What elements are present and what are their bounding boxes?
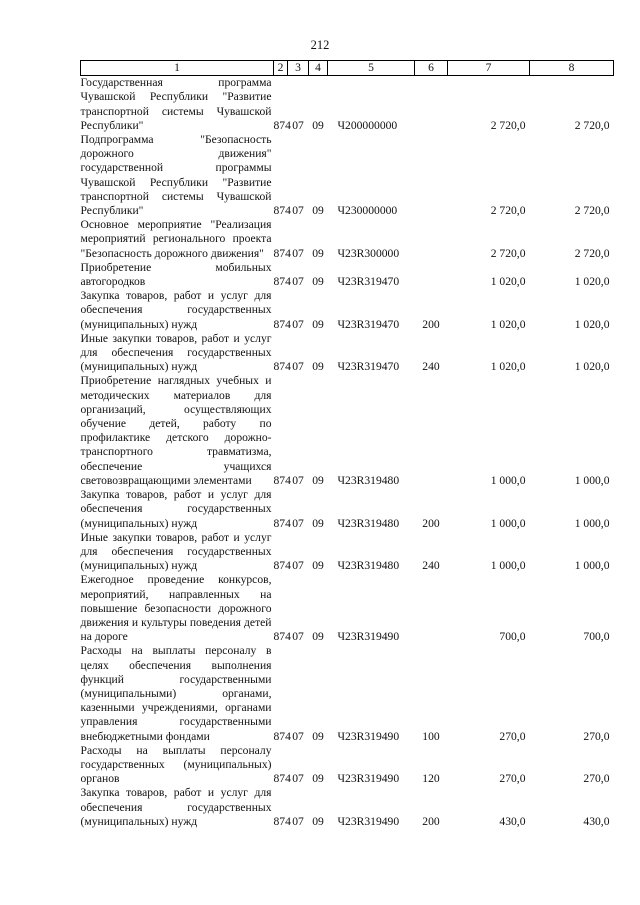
table-row xyxy=(81,786,614,829)
target-article: Ч23R319470 xyxy=(337,275,400,289)
header-cell: 8 xyxy=(530,61,614,76)
table-row xyxy=(81,644,614,743)
admin-code: 874 xyxy=(273,729,291,743)
amount-1: 1 020,0 xyxy=(490,275,526,289)
target-article: Ч23R319490 xyxy=(337,630,400,644)
target-article: Ч200000000 xyxy=(337,118,398,132)
admin-code: 874 xyxy=(273,516,291,530)
target-article: Ч23R319480 xyxy=(337,516,400,530)
expense-type xyxy=(415,261,448,289)
table-row xyxy=(81,218,614,261)
target-article: Ч23R319480 xyxy=(337,559,400,573)
table-row xyxy=(81,76,614,133)
subsection-code: 09 xyxy=(312,275,324,289)
subsection-code: 09 xyxy=(312,729,324,743)
table-row xyxy=(81,332,614,375)
admin-code: 874 xyxy=(273,473,291,487)
subsection-code: 09 xyxy=(312,204,324,218)
section-code: 07 xyxy=(292,516,304,530)
section-code: 07 xyxy=(292,246,304,260)
header-cell: 3 xyxy=(288,61,309,76)
amount-1: 430,0 xyxy=(499,814,526,828)
admin-code: 874 xyxy=(273,317,291,331)
amount-2: 700,0 xyxy=(583,630,610,644)
amount-1: 2 720,0 xyxy=(490,204,526,218)
amount-2: 1 000,0 xyxy=(574,516,610,530)
subsection-code: 09 xyxy=(312,317,324,331)
admin-code: 874 xyxy=(273,118,291,132)
table-row xyxy=(81,573,614,644)
row-name: Закупка товаров, работ и услуг для обеспечения государственных (муниципальных) нужд xyxy=(80,488,272,530)
expense-type: 100 xyxy=(422,729,440,743)
expense-type: 200 xyxy=(422,516,440,530)
expense-type: 240 xyxy=(422,360,440,374)
row-name: Приобретение наглядных учебных и методических материалов для организаций, осуществляющих обучение детей, работу по профилактике детского дорожно-транспортного травматизма, обеспечение учащихся световозвращающими элементами xyxy=(80,374,272,487)
subsection-code: 09 xyxy=(312,118,324,132)
table-row xyxy=(81,374,614,488)
amount-2: 270,0 xyxy=(583,772,610,786)
amount-2: 270,0 xyxy=(583,729,610,743)
section-code: 07 xyxy=(292,317,304,331)
table-row xyxy=(81,133,614,218)
amount-2: 430,0 xyxy=(583,814,610,828)
subsection-code: 09 xyxy=(312,246,324,260)
amount-2: 1 020,0 xyxy=(574,360,610,374)
amount-2: 2 720,0 xyxy=(574,204,610,218)
header-cell: 4 xyxy=(309,61,328,76)
header-cell: 5 xyxy=(328,61,415,76)
admin-code: 874 xyxy=(273,630,291,644)
row-name: Приобретение мобильных автогородков xyxy=(80,260,272,289)
target-article: Ч23R319470 xyxy=(337,360,400,374)
amount-2: 2 720,0 xyxy=(574,118,610,132)
section-code: 07 xyxy=(292,772,304,786)
amount-1: 2 720,0 xyxy=(490,118,526,132)
amount-2: 2 720,0 xyxy=(574,246,610,260)
amount-1: 270,0 xyxy=(499,772,526,786)
row-name: Основное мероприятие "Реализация мероприятий регионального проекта "Безопасность дорожного движения" xyxy=(80,218,272,260)
amount-2: 1 000,0 xyxy=(574,559,610,573)
section-code: 07 xyxy=(292,473,304,487)
admin-code: 874 xyxy=(273,814,291,828)
row-name: Расходы на выплаты персоналу в целях обеспечения выполнения функций государственными (муниципальными) органами, казенными учреждениями, органами управления государственными внебюджетными фондами xyxy=(80,644,272,743)
target-article: Ч23R319470 xyxy=(337,317,400,331)
amount-1: 1 000,0 xyxy=(490,516,526,530)
table-row xyxy=(81,289,614,332)
amount-1: 270,0 xyxy=(499,729,526,743)
amount-1: 1 000,0 xyxy=(490,559,526,573)
row-name: Иные закупки товаров, работ и услуг для обеспечения государственных (муниципальных) нужд xyxy=(80,331,272,374)
admin-code: 874 xyxy=(273,559,291,573)
table-row xyxy=(81,261,614,289)
table-header-row xyxy=(81,61,614,76)
header-cell: 6 xyxy=(415,61,448,76)
amount-2: 1 000,0 xyxy=(574,473,610,487)
admin-code: 874 xyxy=(273,772,291,786)
expense-type: 200 xyxy=(422,317,440,331)
subsection-code: 09 xyxy=(312,473,324,487)
target-article: Ч23R300000 xyxy=(337,246,400,260)
amount-1: 700,0 xyxy=(499,630,526,644)
table-row xyxy=(81,744,614,787)
row-name: Государственная программа Чувашской Республики "Развитие транспортной системы Чувашской Республики" xyxy=(80,76,272,132)
section-code: 07 xyxy=(292,275,304,289)
target-article: Ч23R319490 xyxy=(337,729,400,743)
subsection-code: 09 xyxy=(312,772,324,786)
row-name: Ежегодное проведение конкурсов, мероприятий, направленных на повышение безопасности дорожного движения и культуры поведения детей на дороге xyxy=(80,573,272,644)
budget-table xyxy=(80,60,614,829)
row-name: Закупка товаров, работ и услуг для обеспечения государственных (муниципальных) нужд xyxy=(80,786,272,828)
subsection-code: 09 xyxy=(312,516,324,530)
admin-code: 874 xyxy=(273,246,291,260)
amount-1: 1 020,0 xyxy=(490,360,526,374)
subsection-code: 09 xyxy=(312,814,324,828)
subsection-code: 09 xyxy=(312,559,324,573)
expense-type xyxy=(415,218,448,261)
expense-type: 200 xyxy=(422,814,440,828)
amount-2: 1 020,0 xyxy=(574,275,610,289)
section-code: 07 xyxy=(292,360,304,374)
expense-type xyxy=(415,374,448,488)
expense-type xyxy=(415,133,448,218)
section-code: 07 xyxy=(292,204,304,218)
expense-type: 120 xyxy=(422,772,440,786)
section-code: 07 xyxy=(292,118,304,132)
page-number: 212 xyxy=(310,38,330,52)
subsection-code: 09 xyxy=(312,630,324,644)
target-article: Ч230000000 xyxy=(337,204,398,218)
section-code: 07 xyxy=(292,729,304,743)
admin-code: 874 xyxy=(273,275,291,289)
expense-type xyxy=(415,573,448,644)
row-name: Закупка товаров, работ и услуг для обеспечения государственных (муниципальных) нужд xyxy=(80,289,272,331)
section-code: 07 xyxy=(292,630,304,644)
amount-1: 1 000,0 xyxy=(490,473,526,487)
target-article: Ч23R319490 xyxy=(337,814,400,828)
row-name: Иные закупки товаров, работ и услуг для обеспечения государственных (муниципальных) нужд xyxy=(80,530,272,573)
header-cell: 1 xyxy=(81,61,274,76)
row-name: Подпрограмма "Безопасность дорожного движения" государственной программы Чувашской Республики "Развитие транспортной системы Чувашской Республики" xyxy=(80,133,272,218)
amount-1: 2 720,0 xyxy=(490,246,526,260)
target-article: Ч23R319480 xyxy=(337,473,400,487)
expense-type: 240 xyxy=(422,559,440,573)
row-name: Расходы на выплаты персоналу государственных (муниципальных) органов xyxy=(80,743,272,786)
section-code: 07 xyxy=(292,559,304,573)
target-article: Ч23R319490 xyxy=(337,772,400,786)
admin-code: 874 xyxy=(273,360,291,374)
subsection-code: 09 xyxy=(312,360,324,374)
header-cell: 2 xyxy=(274,61,288,76)
amount-2: 1 020,0 xyxy=(574,317,610,331)
table-row xyxy=(81,488,614,531)
header-cell: 7 xyxy=(448,61,530,76)
table-row xyxy=(81,531,614,574)
admin-code: 874 xyxy=(273,204,291,218)
expense-type xyxy=(415,76,448,133)
amount-1: 1 020,0 xyxy=(490,317,526,331)
section-code: 07 xyxy=(292,814,304,828)
